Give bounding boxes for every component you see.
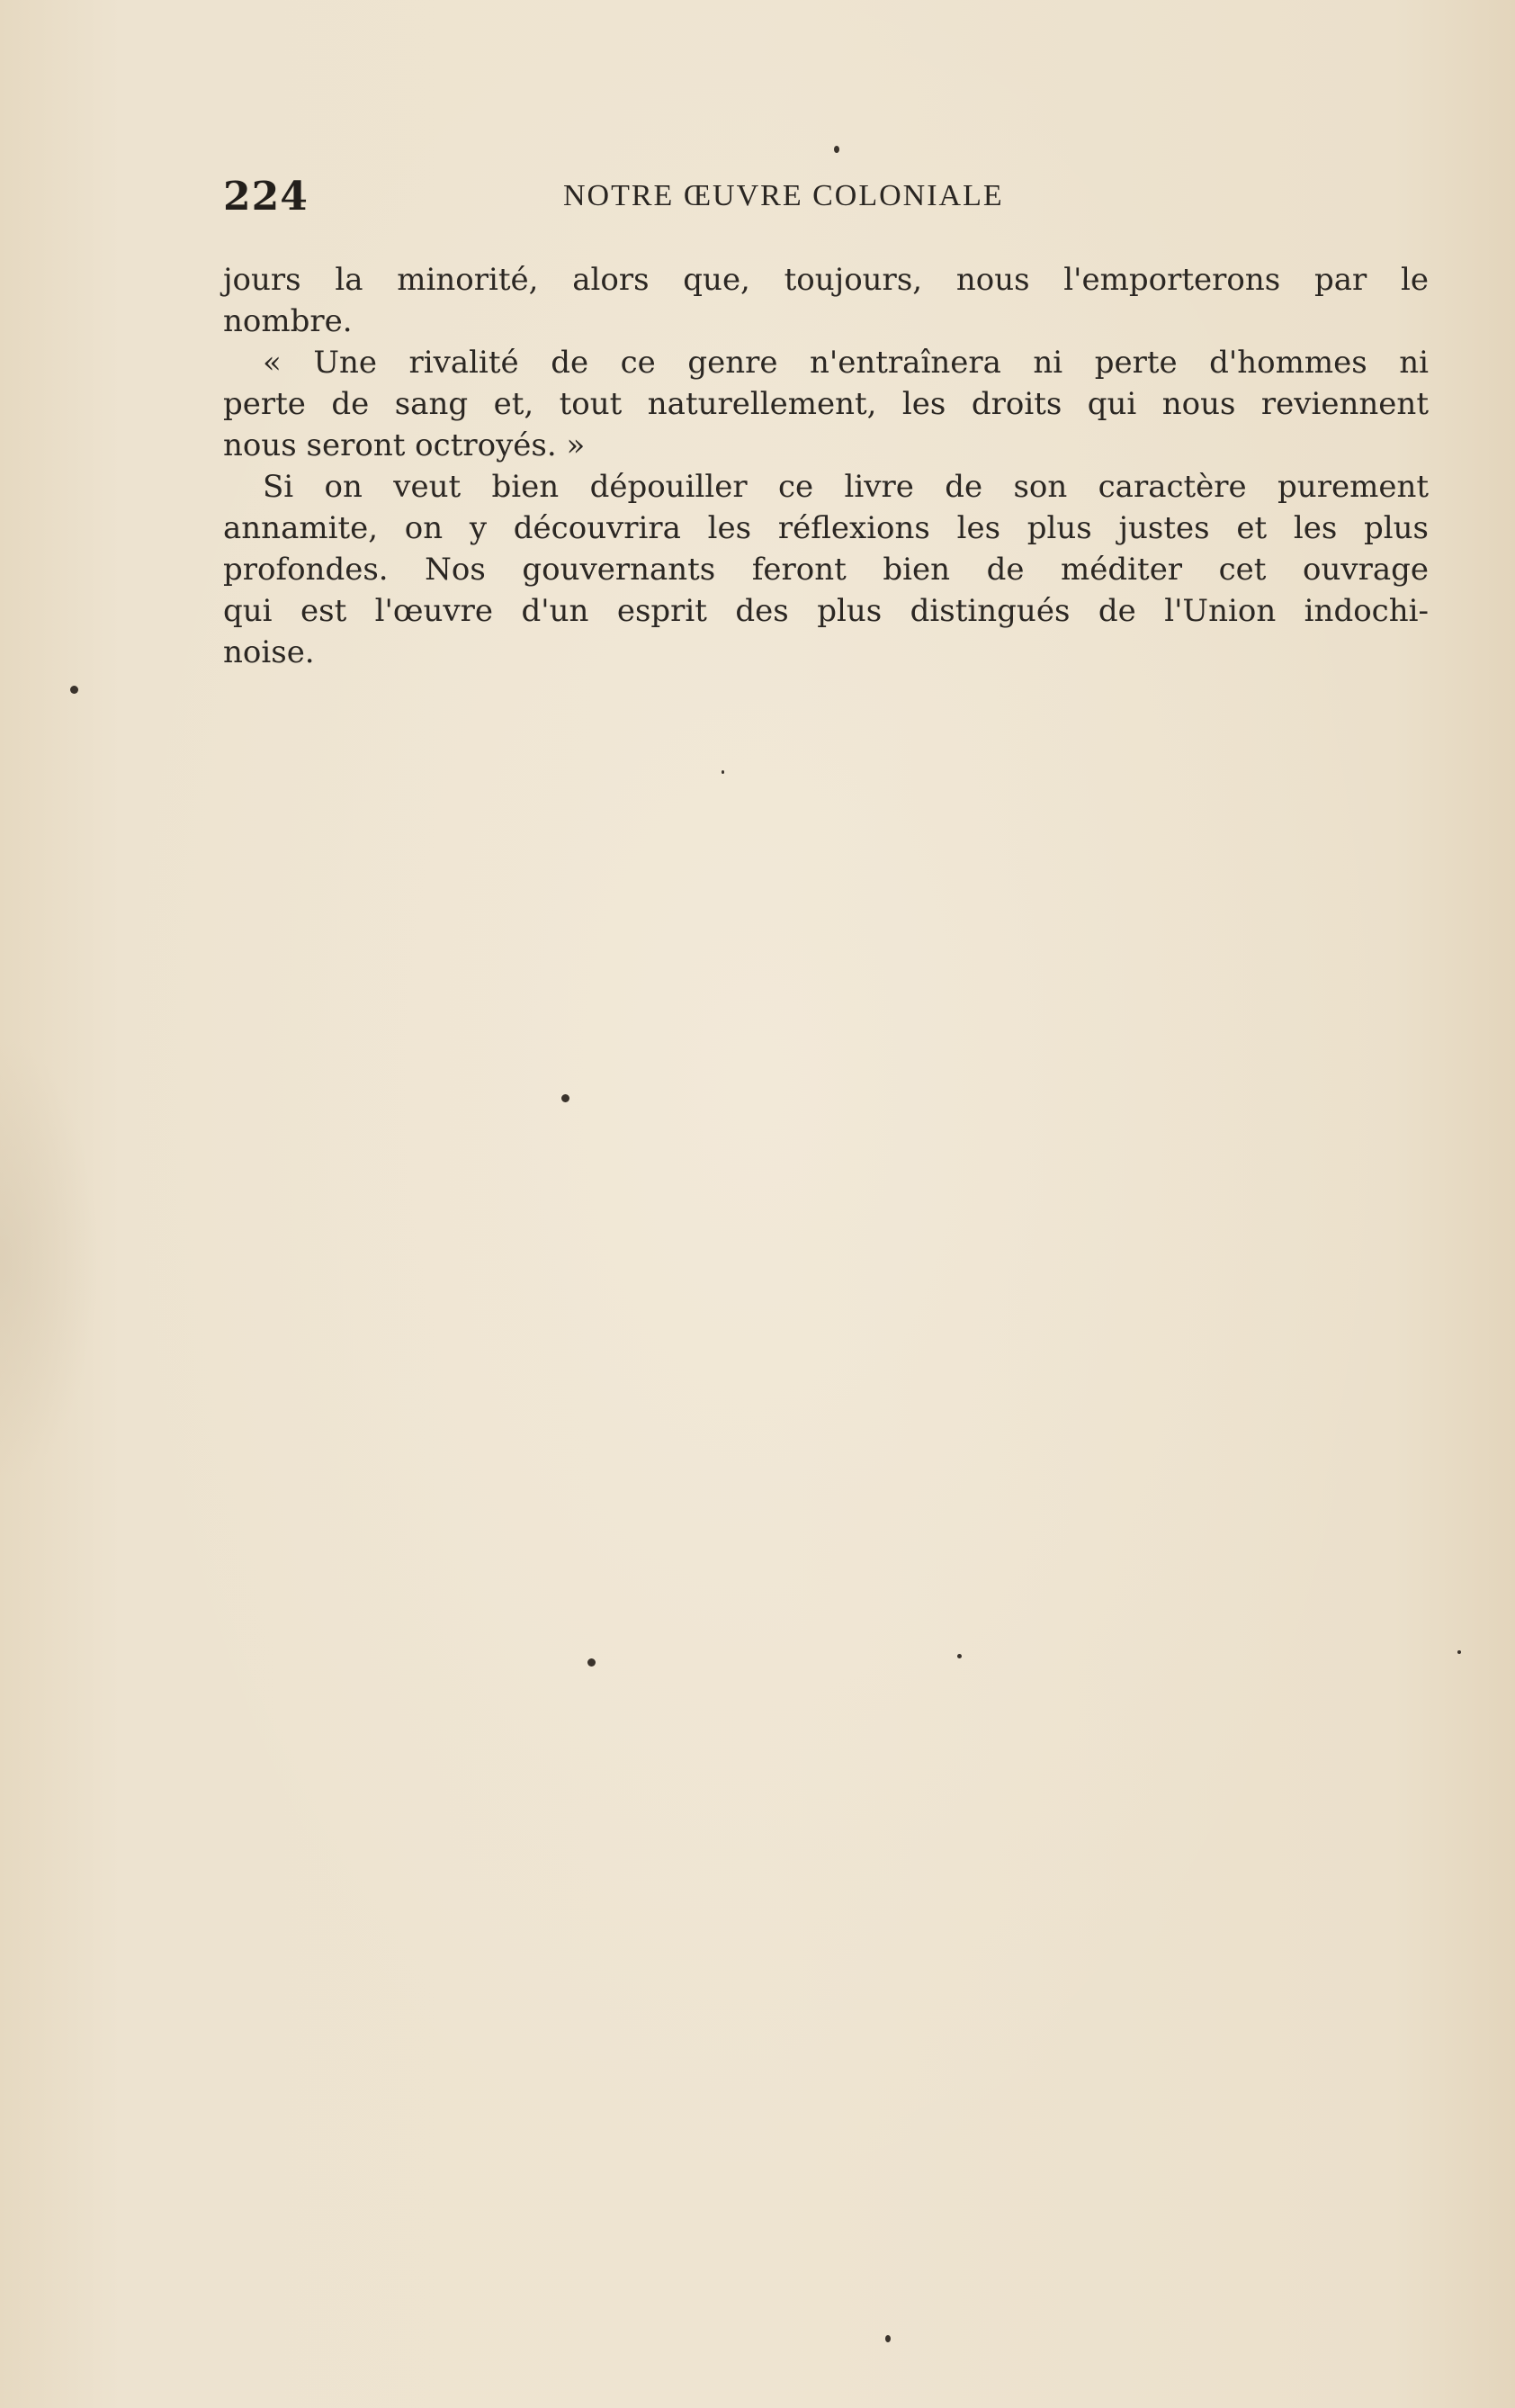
page-number: 224 bbox=[223, 174, 309, 220]
ink-speck bbox=[722, 770, 724, 774]
text-line: perte de sang et, tout naturellement, les droits qui nous reviennent bbox=[223, 386, 1429, 422]
text-line: Si on veut bien dépouiller ce livre de son caractère purement bbox=[263, 469, 1429, 505]
text-line: qui est l'œuvre d'un esprit des plus distingués de l'Union indochi- bbox=[223, 593, 1429, 629]
ink-speck bbox=[561, 1094, 569, 1102]
text-line: noise. bbox=[223, 634, 315, 670]
running-head: NOTRE ŒUVRE COLONIALE bbox=[563, 179, 1004, 212]
text-line: profondes. Nos gouvernants feront bien de méditer cet ouvrage bbox=[223, 552, 1429, 588]
text-line: « Une rivalité de ce genre n'entraînera ni perte d'hommes ni bbox=[263, 345, 1429, 381]
ink-speck bbox=[1457, 1650, 1461, 1654]
text-line: nous seront octroyés. » bbox=[223, 427, 586, 463]
body-text bbox=[223, 259, 1429, 673]
ink-speck bbox=[834, 146, 839, 153]
ink-speck bbox=[587, 1658, 596, 1667]
ink-speck bbox=[70, 686, 78, 694]
text-line: annamite, on y découvrira les réflexions les plus justes et les plus bbox=[223, 510, 1429, 546]
text-line: jours la minorité, alors que, toujours, nous l'emporterons par le bbox=[223, 262, 1429, 298]
ink-speck bbox=[957, 1654, 962, 1658]
text-line: nombre. bbox=[223, 303, 353, 339]
page-shading bbox=[0, 1035, 99, 1485]
page-header bbox=[223, 174, 1429, 228]
ink-speck bbox=[885, 2335, 891, 2342]
